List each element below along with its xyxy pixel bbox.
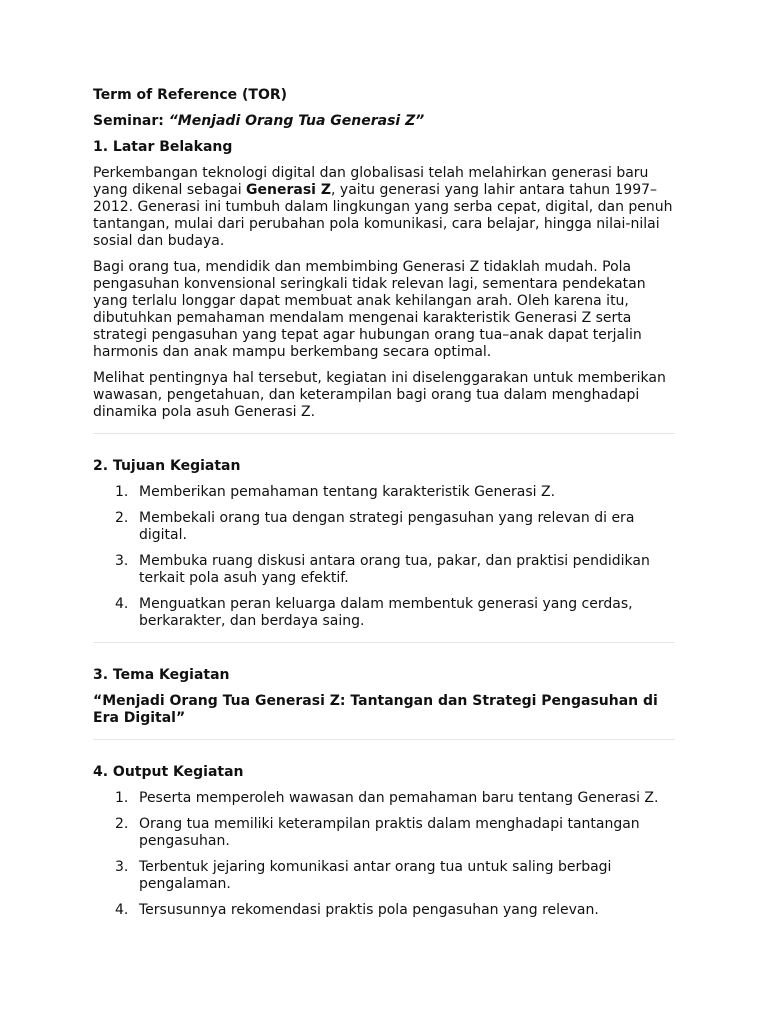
paragraph-text: Perkembangan teknologi digital dan globalisasi telah melahirkan generasi baru yang dikenal sebagai [93, 165, 649, 198]
tujuan-list [93, 484, 675, 630]
list-item [93, 790, 675, 807]
output-list [93, 790, 675, 919]
paragraph-latar-3: Melihat pentingnya hal tersebut, kegiatan ini diselenggarakan untuk memberikan wawasan, pengetahuan, dan keterampilan bagi orang tua dalam menghadapi dinamika pola asuh Generasi Z. [93, 370, 666, 420]
seminar-label: Seminar: [93, 113, 169, 129]
list-item-text: Membuka ruang diskusi antara orang tua, pakar, dan praktisi pendidikan terkait pola asuh yang efektif. [139, 553, 650, 586]
list-number: 2. [115, 816, 129, 832]
list-number: 4. [115, 902, 129, 918]
bold-term: Generasi Z [246, 182, 332, 198]
list-item [93, 902, 675, 919]
section-divider [93, 739, 675, 740]
list-number: 1. [115, 790, 129, 806]
tema-text: “Menjadi Orang Tua Generasi Z: Tantangan dan Strategi Pengasuhan di Era Digital” [93, 693, 658, 726]
seminar-name: “Menjadi Orang Tua Generasi Z” [168, 113, 425, 129]
list-number: 1. [115, 484, 129, 500]
list-item [93, 510, 675, 544]
list-item-text: Terbentuk jejaring komunikasi antar orang tua untuk saling berbagi pengalaman. [139, 859, 612, 892]
seminar-title [93, 113, 675, 130]
list-number: 3. [115, 553, 129, 569]
section-divider [93, 433, 675, 434]
list-item [93, 816, 675, 850]
list-item [93, 596, 675, 630]
section-heading-output: 4. Output Kegiatan [93, 764, 244, 780]
section-heading-tema: 3. Tema Kegiatan [93, 667, 230, 683]
list-item-text: Orang tua memiliki keterampilan praktis dalam menghadapi tantangan pengasuhan. [139, 816, 640, 849]
list-item-text: Membekali orang tua dengan strategi pengasuhan yang relevan di era digital. [139, 510, 635, 543]
paragraph-text: , yaitu generasi yang lahir antara tahun 1997–2012. Generasi ini tumbuh dalam lingkungan yang serba cepat, digital, dan penuh tantangan, mulai dari perubahan pola komunikasi, cara belajar, hingga nilai-nilai sosial dan budaya. [93, 182, 673, 249]
list-item [93, 553, 675, 587]
paragraph-latar-2: Bagi orang tua, mendidik dan membimbing Generasi Z tidaklah mudah. Pola pengasuhan konvensional seringkali tidak relevan lagi, sementara pendekatan yang terlalu longgar dapat membuat anak kehilangan arah. Oleh karena itu, dibutuhkan pemahaman mendalam mengenai karakteristik Generasi Z serta strategi pengasuhan yang tepat agar hubungan orang tua–anak dapat terjalin harmonis dan anak mampu berkembang secara optimal. [93, 259, 646, 360]
section-heading-latar-belakang: 1. Latar Belakang [93, 139, 233, 155]
document-title: Term of Reference (TOR) [93, 87, 288, 103]
list-item-text: Memberikan pemahaman tentang karakteristik Generasi Z. [139, 484, 556, 500]
paragraph-latar-1 [93, 165, 675, 250]
section-heading-tujuan: 2. Tujuan Kegiatan [93, 458, 241, 474]
section-divider [93, 642, 675, 643]
list-number: 4. [115, 596, 129, 612]
list-item-text: Tersusunnya rekomendasi praktis pola pengasuhan yang relevan. [139, 902, 599, 918]
list-item [93, 484, 675, 501]
list-number: 3. [115, 859, 129, 875]
list-item [93, 859, 675, 893]
list-number: 2. [115, 510, 129, 526]
list-item-text: Peserta memperoleh wawasan dan pemahaman baru tentang Generasi Z. [139, 790, 659, 806]
list-item-text: Menguatkan peran keluarga dalam membentuk generasi yang cerdas, berkarakter, dan berdaya saing. [139, 596, 633, 629]
